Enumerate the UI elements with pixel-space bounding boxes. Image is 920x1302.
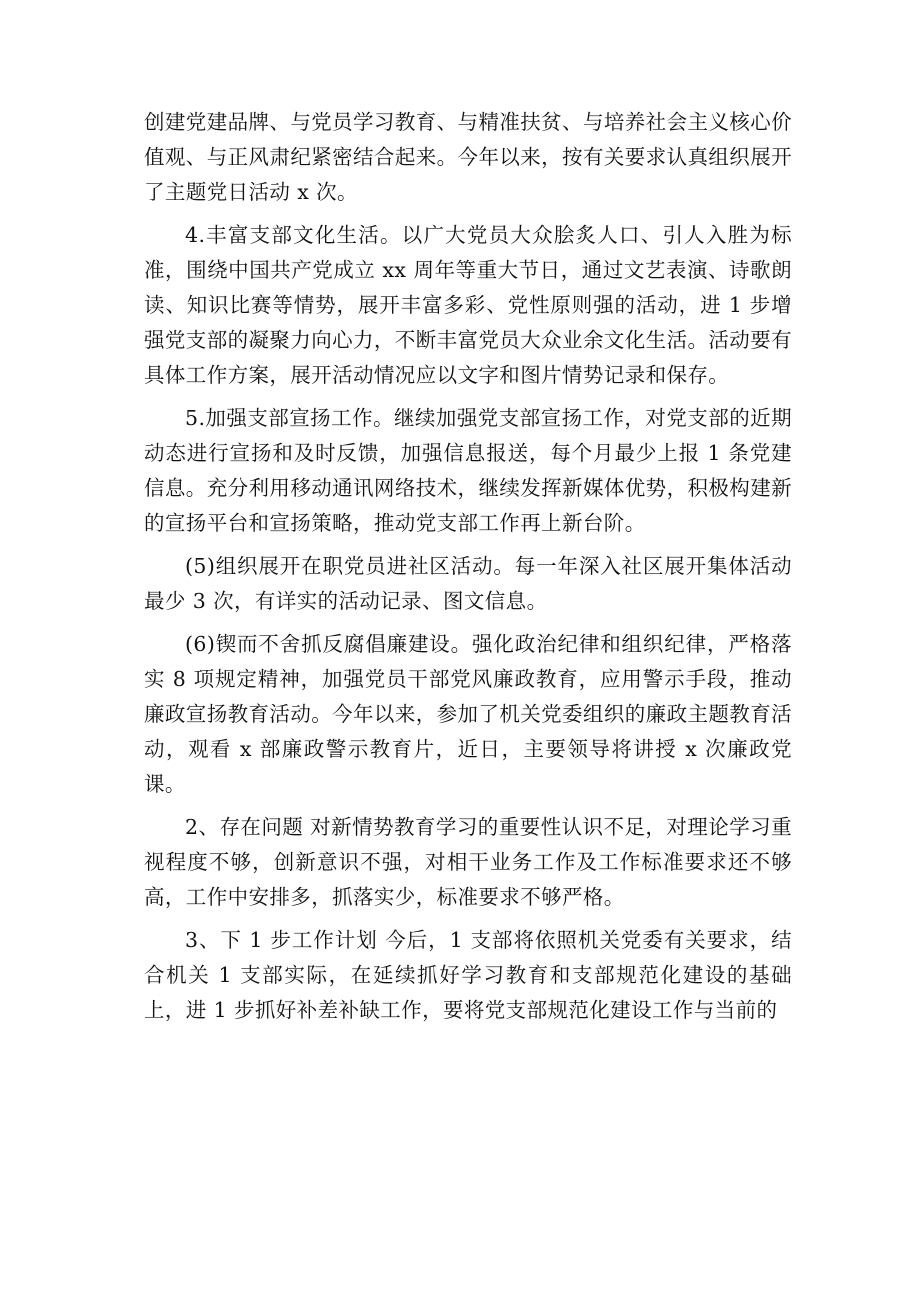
paragraph-next-step-plan: 3、下 1 步工作计划 今后，1 支部将依照机关党委有关要求，结合机关 1 支部实际，在延续抓好学习教育和支部规范化建设的基础上，进 1 步抓好补差补缺工作，要将党支部规范化建设工作与当前的 [144,928,792,1022]
paragraph-community-activity: (5)组织展开在职党员进社区活动。每一年深入社区展开集体活动最少 3 次，有详实的活动记录、图文信息。 [144,554,792,613]
paragraph-existing-problems: 2、存在问题 对新情势教育学习的重要性认识不足，对理论学习重视程度不够，创新意识不强，对相干业务工作及工作标准要求还不够高，工作中安排多，抓落实少，标准要求不够严格。 [144,815,792,909]
paragraph-culture-life: 4.丰富支部文化生活。以广大党员大众脍炙人口、引人入胜为标准，围绕中国共产党成立 xx 周年等重大节日，通过文艺表演、诗歌朗读、知识比赛等情势，展开丰富多彩、党性原则强的活动，进 1 步增强党支部的凝聚力向心力，不断丰富党员大众业余文化生活。活动要有具体工作方案，展开活动情况应以文字和图片情势记录和保存。 [144,223,792,387]
paragraph-anti-corruption: (6)锲而不舍抓反腐倡廉建设。强化政治纪律和组织纪律，严格落实 8 项规定精神，加强党员干部党风廉政教育，应用警示手段，推动廉政宣扬教育活动。今年以来，参加了机关党委组织的廉政主题教育活动，观看 x 部廉政警示教育片，近日，主要领导将讲授 x 次廉政党课。 [144,632,792,796]
paragraph-continuation: 创建党建品牌、与党员学习教育、与精准扶贫、与培养社会主义核心价值观、与正风肃纪紧密结合起来。今年以来，按有关要求认真组织展开了主题党日活动 x 次。 [144,110,792,204]
document-body [144,105,792,1036]
paragraph-publicity-work: 5.加强支部宣扬工作。继续加强党支部宣扬工作，对党支部的近期动态进行宣扬和及时反馈，加强信息报送，每个月最少上报 1 条党建信息。充分利用移动通讯网络技术，继续发挥新媒体优势，积极构建新的宣扬平台和宣扬策略，推动党支部工作再上新台阶。 [144,406,792,535]
